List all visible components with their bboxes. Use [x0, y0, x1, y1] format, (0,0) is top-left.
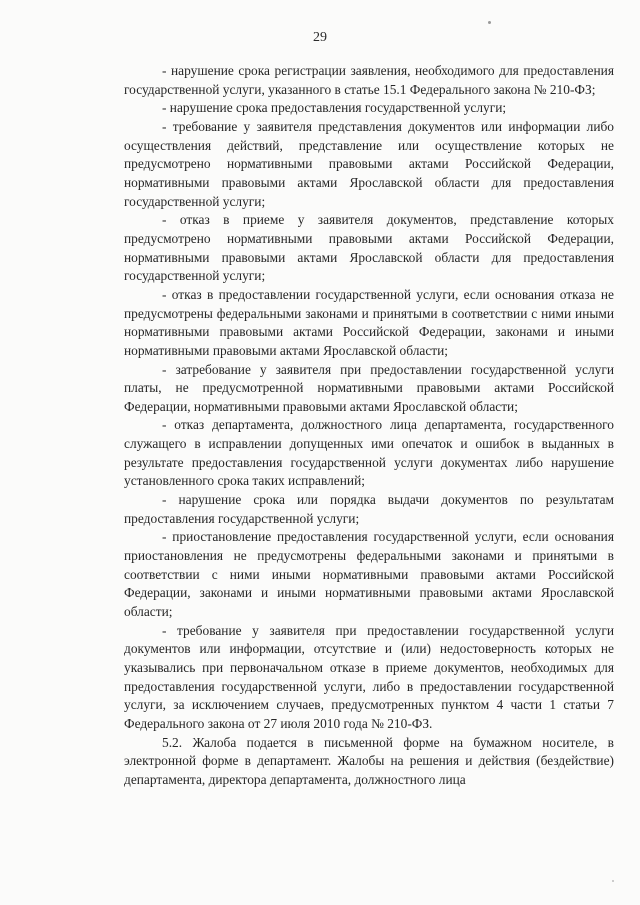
paragraph-unlawful-document-request: - требование у заявителя представления документов или информации либо осуществления действий, представление или осуществление которых не предусмотрено нормативными правовыми актами Российской Федерации, нормативными правовыми актами Ярославской области для предоставления государственной услуги;: [124, 118, 614, 209]
paragraph-service-deadline-violation: - нарушение срока предоставления государственной услуги;: [162, 100, 507, 116]
paragraph-unspecified-documents-request: - требование у заявителя при предоставлении государственной услуги документов или информации, отсутствие и (или) недостоверность которых не указывались при первоначальном отказе в приеме документов, необходимых для предоставления государственной услуги, либо в предоставлении государственной услуги, за исключением случаев, предусмотренных пунктом 4 части 1 статьи 7 Федерального закона от 27 июля 2010 года № 210-ФЗ.: [124, 622, 614, 731]
paragraph-complaint-submission: 5.2. Жалоба подается в письменной форме на бумажном носителе, в электронной форме в департамент. Жалобы на решения и действия (бездействие) департамента, директора департамента, должностного лица: [124, 734, 614, 787]
paragraph-service-suspension: - приостановление предоставления государственной услуги, если основания приостановления не предусмотрены федеральными законами и принятыми в соответствии с ними иными нормативными правовыми актами Российской Федерации, законами и иными нормативными правовыми актами Ярославской области;: [124, 529, 614, 620]
scan-speck: [612, 880, 614, 882]
paragraph-document-acceptance-refusal: - отказ в приеме у заявителя документов, представление которых предусмотрено нормативными правовыми актами Российской Федерации, нормативными правовыми актами Ярославской области для предоставления государственной услуги;: [124, 212, 614, 284]
paragraph-issuance-violation: - нарушение срока или порядка выдачи документов по результатам предоставления государственной услуги;: [124, 492, 614, 526]
paragraph-service-refusal: - отказ в предоставлении государственной услуги, если основания отказа не предусмотрены федеральными законами и принятыми в соответствии с ними иными нормативными правовыми актами Российской Федерации, законами и иными нормативными правовыми актами Ярославской области;: [124, 286, 614, 358]
scan-speck: [488, 21, 491, 24]
paragraph-correction-refusal: - отказ департамента, должностного лица департамента, государственного служащего в исправлении допущенных ими опечаток и ошибок в выданных в результате предоставления государственной услуги документах либо нарушение установленного срока таких исправлений;: [124, 417, 614, 489]
paragraph-unlawful-fee: - затребование у заявителя при предоставлении государственной услуги платы, не предусмотренной нормативными правовыми актами Российской Федерации, нормативными правовыми актами Ярославской области;: [124, 361, 614, 414]
page-number: 29: [313, 30, 327, 45]
body-text: [124, 62, 614, 790]
paragraph-registration-deadline-violation: - нарушение срока регистрации заявления, необходимого для предоставления государственной услуги, указанного в статье 15.1 Федерального закона № 210-ФЗ;: [124, 63, 614, 97]
